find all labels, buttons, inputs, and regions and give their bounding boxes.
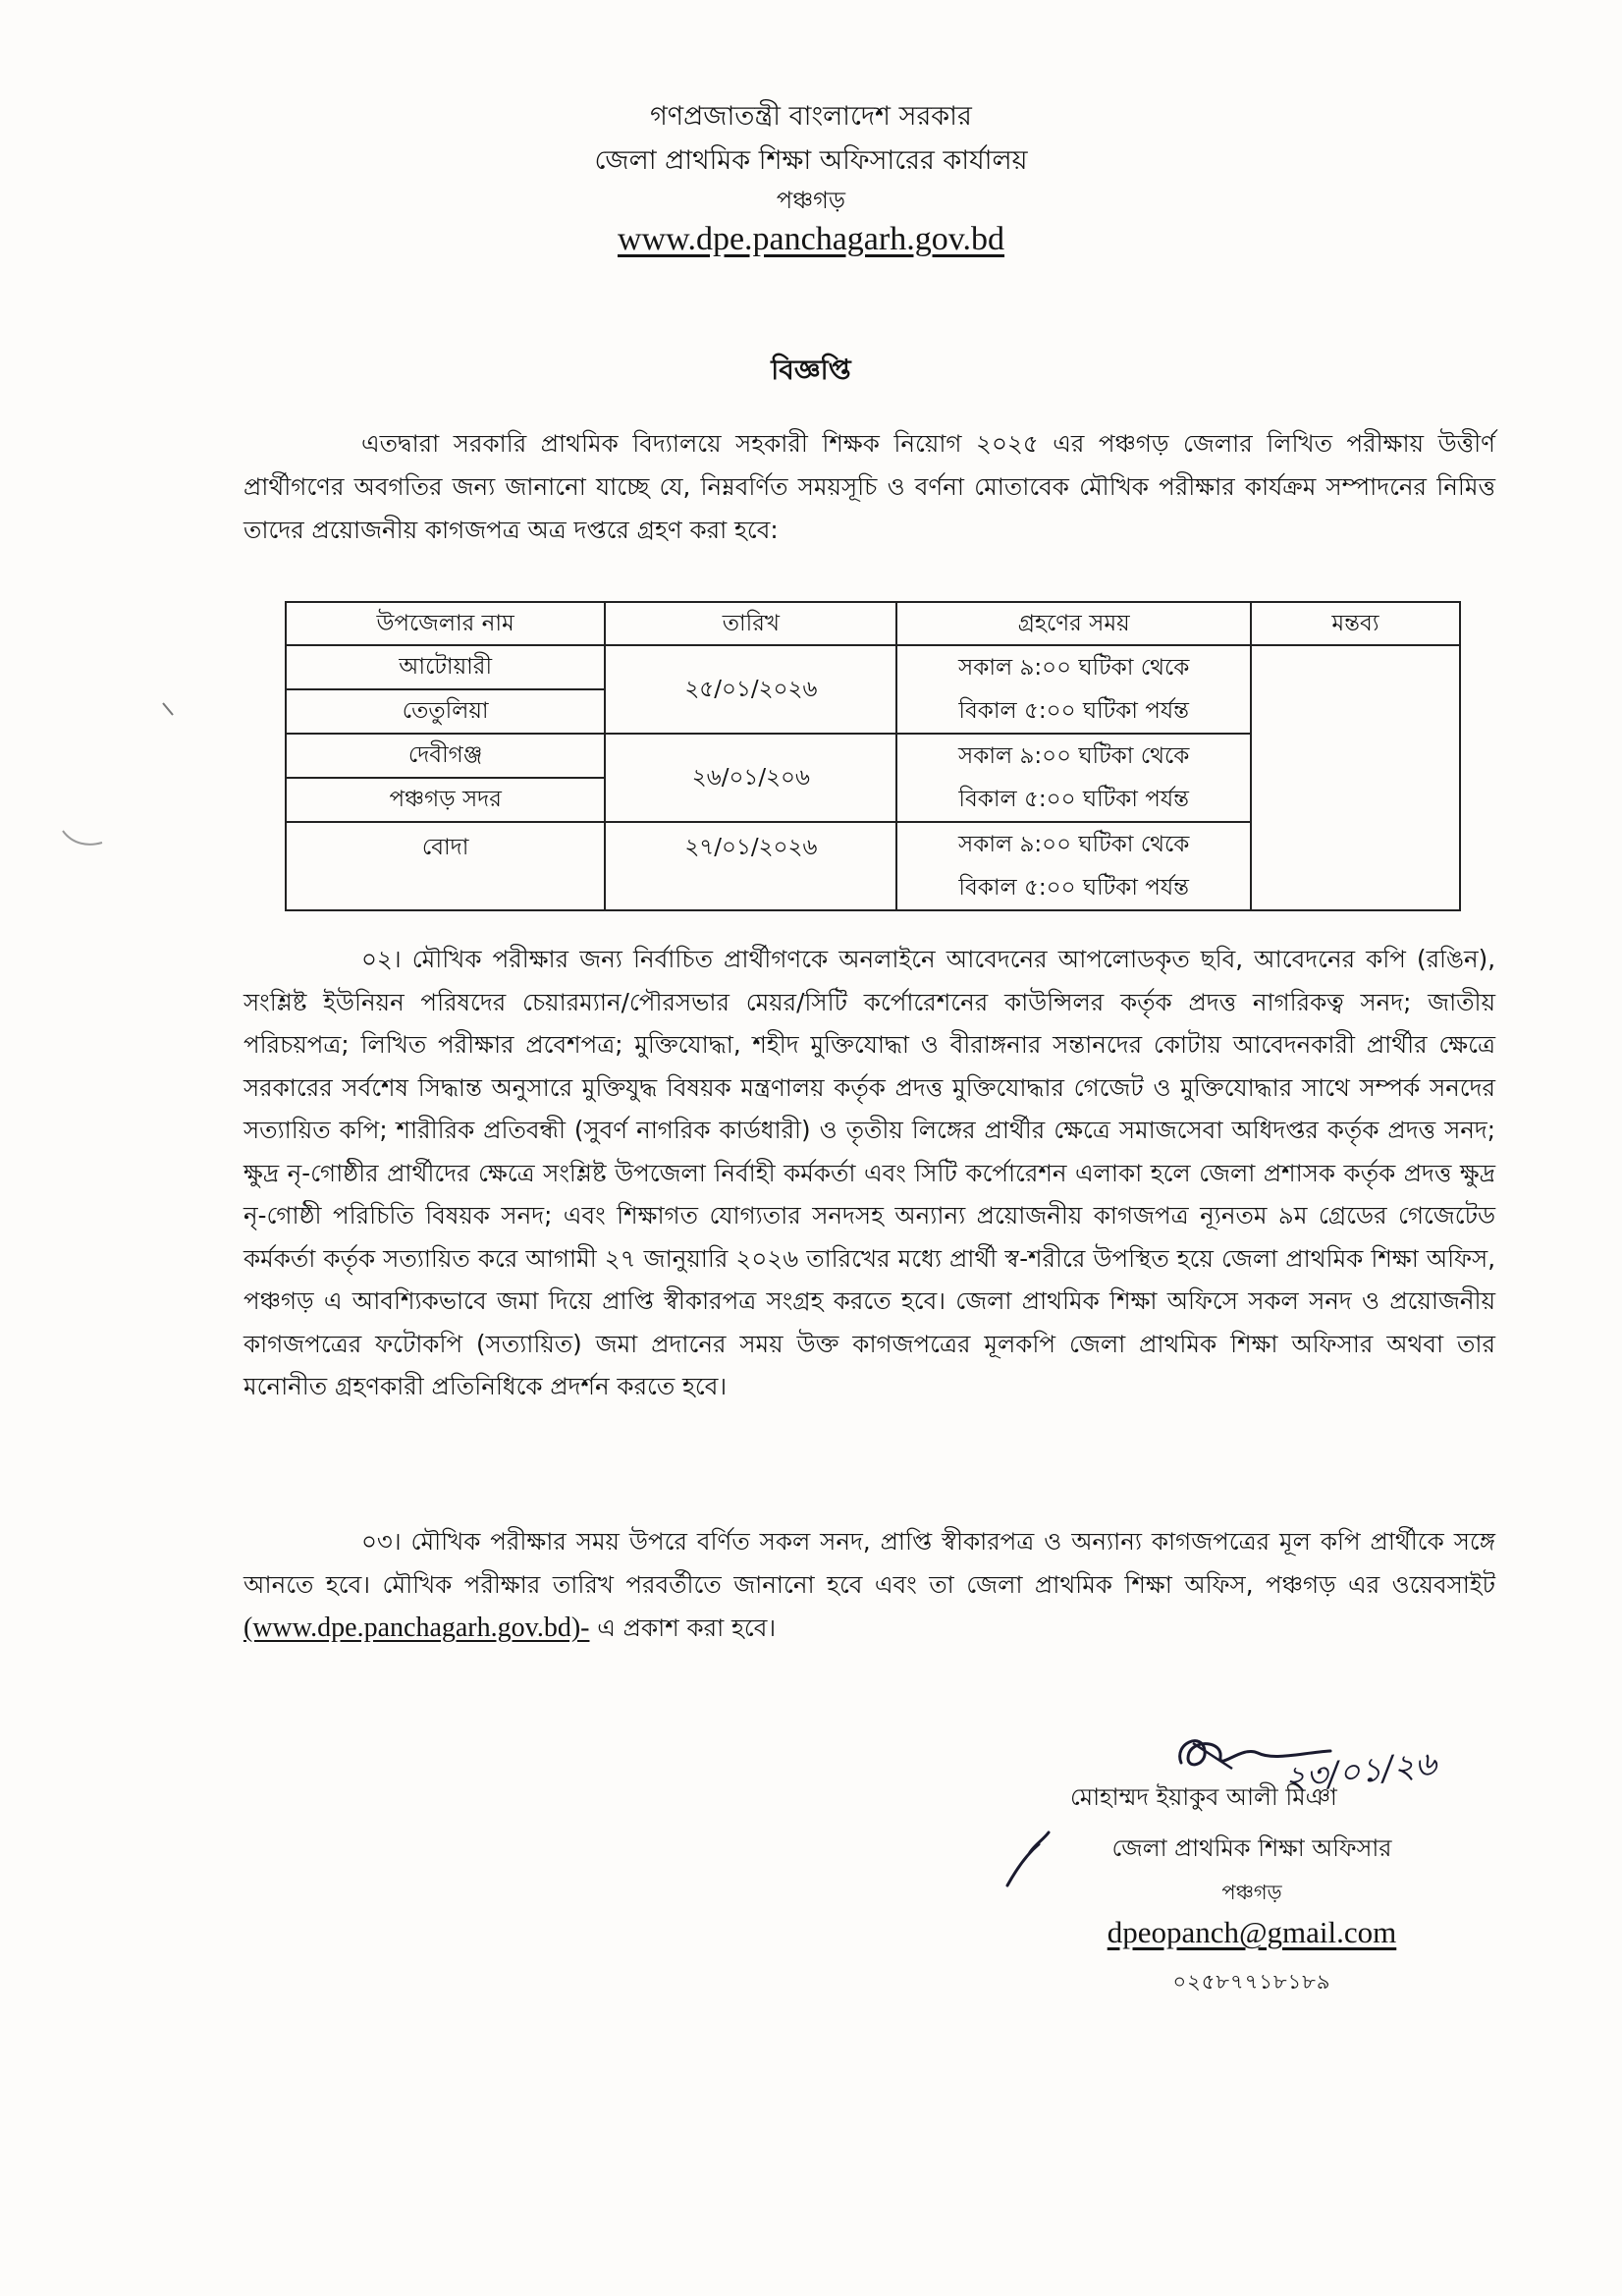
date-cell: ২৫/০১/২০২৬ bbox=[605, 645, 896, 734]
officer-designation: জেলা প্রাথমিক শিক্ষা অফিসার bbox=[1111, 1834, 1392, 1862]
office-location: পঞ্চগড় bbox=[776, 187, 846, 214]
paragraph-02: ০২। মৌখিক পরীক্ষার জন্য নির্বাচিত প্রার্থীগণকে অনলাইনে আবেদনের আপলোডকৃত ছবি, আবেদনের কপি (রঙিন), সংশ্লিষ্ট ইউনিয়ন পরিষদের চেয়ারম্যান/পৌরসভার মেয়র/সিটি কর্পোরেশনের কাউন্সিলর কর্তৃক প্রদত্ত নাগরিকত্ব সনদ; জাতীয় পরিচয়পত্র; লিখিত পরীক্ষার প্রবেশপত্র; মুক্তিযোদ্ধা, শহীদ মুক্তিযোদ্ধা ও বীরাঙ্গনার সন্তানদের কোটায় আবেদনকারী প্রার্থীর ক্ষেত্রে সরকারের সর্বশেষ সিদ্ধান্ত অনুসারে মুক্তিযুদ্ধ বিষয়ক মন্ত্রণালয় কর্তৃক প্রদত্ত মুক্তিযোদ্ধার গেজেট ও মুক্তিযোদ্ধার সাথে সম্পর্ক সনদের সত্যায়িত কপি; শারীরিক প্রতিবন্ধী (সুবর্ণ নাগরিক কার্ডধারী) ও তৃতীয় লিঙ্গের প্রার্থীর ক্ষেত্রে সমাজসেবা অধিদপ্তর কর্তৃক প্রদত্ত সনদ; ক্ষুদ্র নৃ-গোষ্ঠীর প্রার্থীদের ক্ষেত্রে সংশ্লিষ্ট উপজেলা নির্বাহী কর্মকর্তা এবং সিটি কর্পোরেশন এলাকা হলে জেলা প্রশাসক কর্তৃক প্রদত্ত ক্ষুদ্র নৃ-গোষ্ঠী পরিচিতি বিষয়ক সনদ; এবং শিক্ষাগত যোগ্যতার সনদসহ অন্যান্য প্রয়োজনীয় কাগজপত্র ন্যূনতম ৯ম গ্রেডের গেজেটেড কর্মকর্তা কর্তৃক সত্যায়িত করে আগামী ২৭ জানুয়ারি ২০২৬ তারিখের মধ্যে প্রার্থী স্ব-শরীরে উপস্থিত হয়ে জেলা প্রাথমিক শিক্ষা অফিস, পঞ্চগড় এ আবশ্যিকভাবে জমা দিয়ে প্রাপ্তি স্বীকারপত্র সংগ্রহ করতে হবে। জেলা প্রাথমিক শিক্ষা অফিসে সকল সনদ ও প্রয়োজনীয় কাগজপত্রের ফটোকপি (সত্যায়িত) জমা প্রদানের সময় উক্ত কাগজপত্রের মূলকপি জেলা প্রাথমিক শিক্ষা অফিসার অথবা তার মনোনীত গ্রহণকারী প্রতিনিধিকে প্রদর্শন করতে হবে। bbox=[243, 945, 1495, 1400]
schedule-table bbox=[285, 601, 1461, 911]
time-to: বিকাল ৫:০০ ঘটিকা পর্যন্ত bbox=[958, 787, 1189, 812]
time-cell bbox=[896, 645, 1251, 734]
time-to: বিকাল ৫:০০ ঘটিকা পর্যন্ত bbox=[958, 698, 1189, 724]
officer-name: মোহাম্মদ ইয়াকুব আলী মিঞা bbox=[1070, 1783, 1337, 1811]
scan-mark bbox=[157, 697, 187, 727]
time-from: সকাল ৯:০০ ঘটিকা থেকে bbox=[958, 832, 1190, 857]
header-remarks: মন্তব্য bbox=[1251, 602, 1460, 645]
table-row bbox=[286, 645, 1460, 689]
upazila-cell: দেবীগঞ্জ bbox=[286, 734, 605, 778]
time-to: বিকাল ৫:০০ ঘটিকা পর্যন্ত bbox=[958, 875, 1189, 901]
officer-phone: ০২৫৮৭৭১৮১৮৯ bbox=[1172, 1970, 1331, 1994]
officer-email[interactable]: dpeopanch@gmail.com bbox=[1107, 1915, 1397, 1949]
table-header-row bbox=[286, 602, 1460, 645]
remarks-cell bbox=[1251, 645, 1460, 910]
govt-title: গণপ্রজাতন্ত্রী বাংলাদেশ সরকার bbox=[650, 101, 972, 132]
header-upazila: উপজেলার নাম bbox=[286, 602, 605, 645]
website-link-inline[interactable]: (www.dpe.panchagarh.gov.bd)- bbox=[243, 1613, 590, 1643]
intro-paragraph: এতদ্বারা সরকারি প্রাথমিক বিদ্যালয়ে সহকারী শিক্ষক নিয়োগ ২০২৫ এর পঞ্চগড় জেলার লিখিত পরীক্ষায় উত্তীর্ণ প্রার্থীগণের অবগতির জন্য জানানো যাচ্ছে যে, নিম্নবর্ণিত সময়সূচি ও বর্ণনা মোতাবেক মৌখিক পরীক্ষার কার্যক্রম সম্পাদনের নিমিত্ত তাদের প্রয়োজনীয় কাগজপত্র অত্র দপ্তরে গ্রহণ করা হবে: bbox=[243, 429, 1495, 544]
date-cell: ২৭/০১/২০২৬ bbox=[605, 822, 896, 910]
scan-mark bbox=[59, 825, 108, 854]
paragraph-03 bbox=[243, 1520, 1495, 1650]
notice-title: বিজ্ঞপ্তি bbox=[771, 354, 851, 386]
paragraph-03-text: ০৩। মৌখিক পরীক্ষার সময় উপরে বর্ণিত সকল সনদ, প্রাপ্তি স্বীকারপত্র ও অন্যান্য কাগজপত্রের মূল কপি প্রার্থীকে সঙ্গে আনতে হবে। মৌখিক পরীক্ষার তারিখ পরবর্তীতে জানানো হবে এবং তা জেলা প্রাথমিক শিক্ষা অফিস, পঞ্চগড় এর ওয়েবসাইট bbox=[243, 1527, 1495, 1599]
time-cell bbox=[896, 734, 1251, 822]
time-cell bbox=[896, 822, 1251, 910]
upazila-cell: তেতুলিয়া bbox=[286, 689, 605, 734]
upazila-cell: বোদা bbox=[286, 822, 605, 910]
time-from: সকাল ৯:০০ ঘটিকা থেকে bbox=[958, 743, 1190, 769]
header-date: তারিখ bbox=[605, 602, 896, 645]
upazila-cell: পঞ্চগড় সদর bbox=[286, 778, 605, 822]
time-from: সকাল ৯:০০ ঘটিকা থেকে bbox=[958, 655, 1190, 681]
website-link[interactable]: www.dpe.panchagarh.gov.bd bbox=[617, 221, 1005, 257]
paragraph-03-tail: এ প্রকাশ করা হবে। bbox=[589, 1613, 777, 1642]
upazila-cell: আটোয়ারী bbox=[286, 645, 605, 689]
handwritten-date: ২৩/০১/২৬ bbox=[1282, 1743, 1438, 1800]
office-title: জেলা প্রাথমিক শিক্ষা অফিসারের কার্যালয় bbox=[594, 145, 1028, 176]
officer-place: পঞ্চগড় bbox=[1221, 1881, 1282, 1904]
date-cell: ২৬/০১/২০৬ bbox=[605, 734, 896, 822]
header-time: গ্রহণের সময় bbox=[896, 602, 1251, 645]
